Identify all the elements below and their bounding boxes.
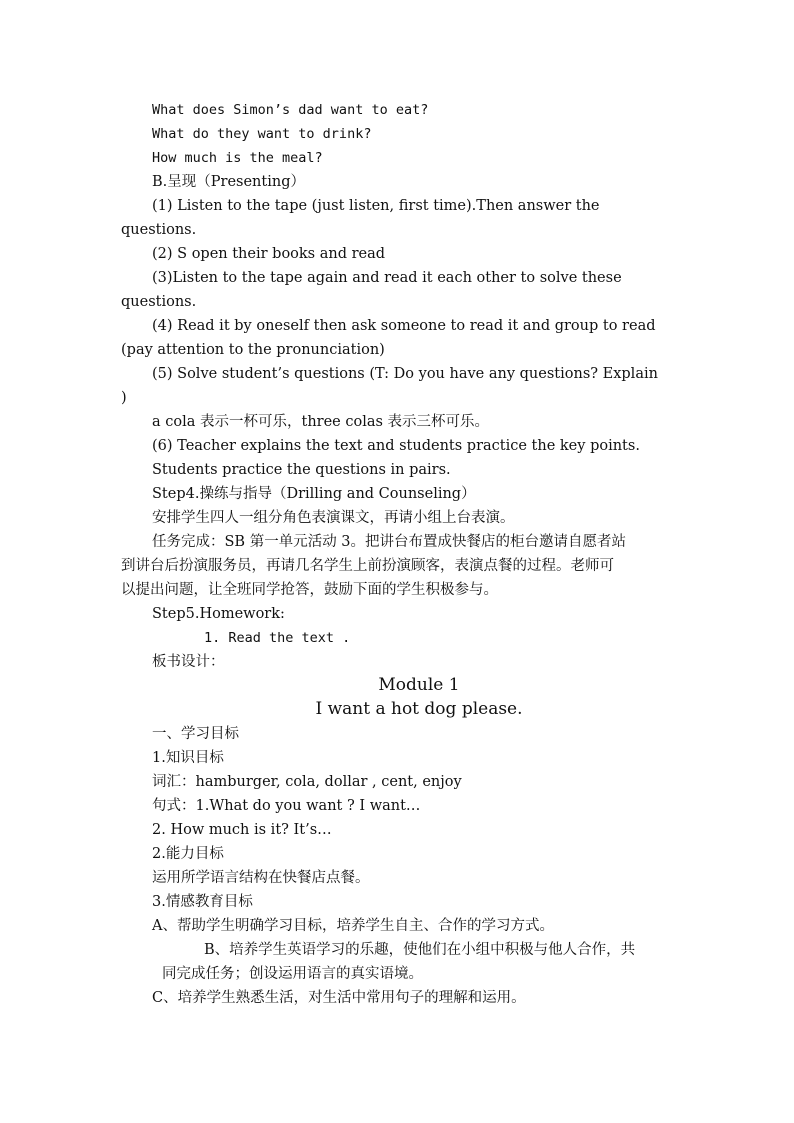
board-module-title: Module 1 (378, 675, 460, 695)
question-line: How much is the meal? (152, 150, 323, 166)
step-line: (4) Read it by oneself then ask someone to read it and group to read (152, 318, 656, 334)
step-line-continued: questions. (121, 222, 197, 238)
knowledge-heading: 1.知识目标 (152, 750, 224, 766)
board-lesson-title: I want a hot dog please. (315, 699, 523, 719)
step-line-continued: ) (121, 390, 127, 406)
board-design-label: 板书设计： (152, 654, 225, 670)
emotion-heading: 3.情感教育目标 (152, 894, 253, 910)
step-line-continued: (pay attention to the pronunciation) (121, 342, 385, 358)
section-heading-homework: Step5.Homework: (152, 606, 285, 622)
question-line: What does Simon’s dad want to eat? (152, 102, 429, 118)
step-line: (6) Teacher explains the text and students practice the key points. (152, 438, 640, 454)
ability-heading: 2.能力目标 (152, 846, 224, 862)
step-text: (1) Listen to the tape (just listen, first time).Then answer the (152, 198, 600, 214)
sentence-line: 2. How much is it? It’s… (152, 822, 332, 838)
task-line: 任务完成：SB 第一单元活动 3。把讲台布置成快餐店的柜台邀请自愿者站 (152, 534, 627, 550)
task-line-continued: 以提出问题，让全班同学抢答，鼓励下面的学生积极参与。 (121, 582, 498, 598)
step-line (152, 196, 668, 218)
question-line: What do they want to drink? (152, 126, 372, 142)
section-heading-presenting: B.呈现（Presenting） (152, 174, 305, 190)
step-line: (5) Solve student’s questions (T: Do you have any questions? Explain (152, 366, 658, 382)
homework-item: 1. Read the text . (204, 630, 351, 646)
emotion-item-b: B、培养学生英语学习的乐趣，使他们在小组中积极与他人合作，共 (204, 942, 636, 958)
emotion-item-c: C、培养学生熟悉生活，对生活中常用句子的理解和运用。 (152, 990, 526, 1006)
note-line: a cola 表示一杯可乐，three colas 表示三杯可乐。 (152, 414, 490, 430)
roleplay-line: 安排学生四人一组分角色表演课文，再请小组上台表演。 (152, 510, 515, 526)
step-line: (2) S open their books and read (152, 246, 386, 262)
emotion-item-b-continued: 同完成任务；创设运用语言的真实语境。 (162, 966, 423, 982)
step-line-continued: questions. (121, 294, 197, 310)
ability-text: 运用所学语言结构在快餐店点餐。 (152, 870, 370, 886)
task-line-continued: 到讲台后扮演服务员，再请几名学生上前扮演顾客，表演点餐的过程。老师可 (121, 558, 614, 574)
section-heading-step4: Step4.操练与指导（Drilling and Counseling） (152, 486, 476, 502)
emotion-item-a: A、帮助学生明确学习目标，培养学生自主、合作的学习方式。 (152, 918, 554, 934)
vocabulary-line: 词汇：hamburger, cola, dollar , cent, enjoy (152, 774, 462, 790)
goals-heading: 一、学习目标 (152, 726, 239, 742)
step-line: (3)Listen to the tape again and read it each other to solve these (152, 270, 622, 286)
practice-line: Students practice the questions in pairs. (152, 462, 451, 478)
sentence-line: 句式：1.What do you want ? I want… (152, 798, 421, 814)
